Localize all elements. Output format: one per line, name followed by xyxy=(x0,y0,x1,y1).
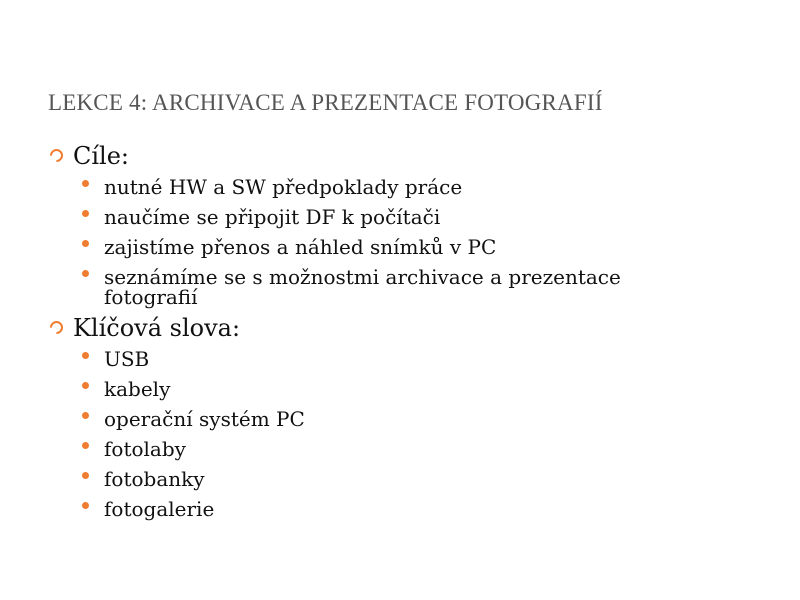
dot-bullet-icon xyxy=(82,210,89,217)
dot-bullet-icon xyxy=(82,442,89,449)
list-item-text: zajistíme přenos a náhled snímků v PC xyxy=(104,235,497,259)
list-item xyxy=(48,464,728,494)
dot-bullet-icon xyxy=(82,180,89,187)
ring-bullet-icon xyxy=(47,318,65,336)
list-item xyxy=(48,434,728,464)
section-heading-text: Klíčová slova: xyxy=(73,314,241,342)
list-item-text: seznámíme se s možnostmi archivace a prezentace fotografií xyxy=(104,265,621,309)
dot-bullet-icon xyxy=(82,502,89,509)
list-item-text: fotobanky xyxy=(104,467,205,491)
section-heading xyxy=(48,140,728,172)
dot-bullet-icon xyxy=(82,240,89,247)
list-item xyxy=(48,374,728,404)
list-item xyxy=(48,172,728,202)
section-heading xyxy=(48,312,728,344)
goals-list xyxy=(48,172,728,312)
list-item-text: fotogalerie xyxy=(104,497,215,521)
list-item-text: fotolaby xyxy=(104,437,186,461)
ring-bullet-icon xyxy=(47,146,65,164)
dot-bullet-icon xyxy=(82,352,89,359)
list-item xyxy=(48,232,728,262)
list-item xyxy=(48,404,728,434)
list-item-text: naučíme se připojit DF k počítači xyxy=(104,205,441,229)
slide-content xyxy=(48,140,728,524)
list-item-text: kabely xyxy=(104,377,171,401)
list-item xyxy=(48,344,728,374)
list-item xyxy=(48,202,728,232)
section-keywords xyxy=(48,312,728,524)
dot-bullet-icon xyxy=(82,472,89,479)
list-item xyxy=(48,262,728,312)
slide-title: LEKCE 4: ARCHIVACE A PREZENTACE FOTOGRAFIÍ xyxy=(48,90,603,115)
keywords-list xyxy=(48,344,728,524)
section-heading-text: Cíle: xyxy=(73,142,130,170)
dot-bullet-icon xyxy=(82,382,89,389)
section-goals xyxy=(48,140,728,312)
list-item-text: nutné HW a SW předpoklady práce xyxy=(104,175,463,199)
dot-bullet-icon xyxy=(82,270,89,277)
list-item-text: USB xyxy=(104,347,150,371)
dot-bullet-icon xyxy=(82,412,89,419)
list-item-text: operační systém PC xyxy=(104,407,305,431)
list-item xyxy=(48,494,728,524)
